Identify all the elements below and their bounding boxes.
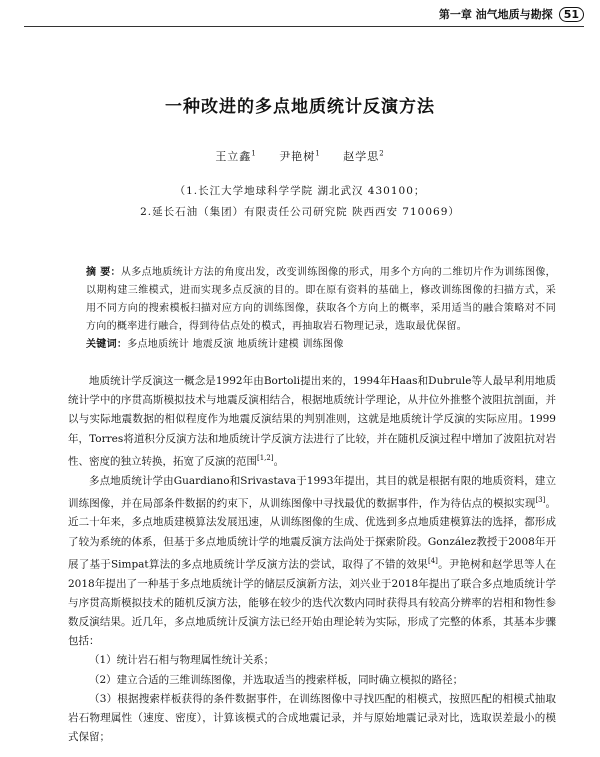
- header-rule: [24, 26, 584, 27]
- author-list: [0, 148, 600, 164]
- page-number: 51: [559, 7, 584, 22]
- author-affil-mark: 1: [315, 149, 321, 158]
- list-item: （2）建立合适的三维训练图像，并选取适当的搜索样板，同时确立模拟的路径；: [89, 673, 464, 686]
- affiliation-2: 2.延长石油（集团）有限责任公司研究院 陕西西安 710069）: [140, 206, 460, 218]
- keywords: [86, 336, 556, 354]
- paragraph-text: 地质统计学反演这一概念是1992年由Bortoli提出来的，1994年Haas和Dubrule等人最早利用地质统计学中的序贯高斯模拟技术与地震反演相结合，根据地质统计学理论，从井位外推整个波阻抗剖面，并以与实际地震数据的相似程度作为地震反演结果的判别准则，这就是地质统计学反演的实际应用。1999年，Torres将道积分反演方法和地质统计学反演方法进行了比较，并在随机反演过程中增加了波阻抗对岩性、密度的独立转换，拓宽了反演的范围: [68, 375, 556, 468]
- author-affil-mark: 2: [379, 149, 385, 158]
- citation: [1,2]: [257, 453, 274, 462]
- running-header: [439, 6, 584, 22]
- paper-title: 一种改进的多点地质统计反演方法: [165, 97, 435, 117]
- paragraph-text: 。: [273, 455, 285, 468]
- paragraph: [68, 372, 556, 472]
- author-name: 尹艳树: [279, 150, 316, 163]
- keywords-label: 关键词：: [86, 339, 128, 350]
- list-item: （3）根据搜索样板获得的条件数据事件，在训练图像中寻找匹配的相模式，按照匹配的相模式抽取岩石物理属性（速度、密度），计算该模式的合成地震记录，并与原始地震记录对比，选取误差最小的模式保留；: [68, 692, 556, 744]
- affiliation-1: （1.长江大学地球科学学院 湖北武汉 430100；: [174, 185, 426, 197]
- abstract-block: [86, 264, 556, 354]
- abstract: [86, 264, 556, 336]
- paragraph-text: 。尹艳树和赵学思等人在2018年提出了一种基于多点地质统计学的储层反演新方法，刘兴业于2018年提出了联合多点地质统计学与序贯高斯模拟技术的随机反演方法，能够在较少的迭代次数内同时获得具有较高分辨率的岩相和物性参数反演结果。近几年，多点地质统计反演方法已经开始由理论转为实际，形成了完整的体系，其基本步骤包括：: [68, 558, 556, 648]
- abstract-label: 摘 要：: [86, 267, 121, 278]
- citation: [4]: [427, 556, 438, 565]
- paragraph: [68, 472, 556, 652]
- body-text: [68, 372, 556, 747]
- step-list: [68, 651, 556, 747]
- author-name: 赵学思: [343, 150, 380, 163]
- keywords-text: 多点地质统计 地震反演 地质统计建模 训练图像: [127, 339, 344, 350]
- chapter-title: 第一章 油气地质与勘探: [438, 8, 553, 21]
- paragraph-text: 多点地质统计学由Guardiano和Srivastava于1993年提出，其目的就是根据有限的地质资料，建立训练图像，并在局部条件数据的约束下，从训练图像中寻找最优的数据事件，作为待估点的模拟实现: [68, 474, 556, 510]
- abstract-text: 从多点地质统计方法的角度出发，改变训练图像的形式，用多个方向的二维切片作为训练图像，以期构建三维模式，进而实现多点反演的目的。即在原有资料的基础上，修改训练图像的扫描方式，采用不同方向的搜索模板扫描对应方向的训练图像，获取各个方向上的概率，采用适当的融合策略对不同方向的概率进行融合，得到待估点处的模式，再抽取岩石物理记录，选取最优保留。: [86, 267, 556, 332]
- citation: [3]: [535, 495, 546, 504]
- author-affil-mark: 1: [251, 149, 257, 158]
- list-item: （1）统计岩石相与物理属性统计关系；: [89, 654, 275, 667]
- author-name: 王立鑫: [215, 150, 252, 163]
- paragraph-text: 。近二十年来，多点地质建模算法发展迅速，从训练图像的生成、优选到多点地质建模算法的选择，都形成了较为系统的体系，但基于多点地质统计学的地震反演方法尚处于探索阶段。González教授于2008年开展了基于Simpat算法的多点地质统计学反演方法的尝试，取得了不错的效果: [68, 497, 556, 571]
